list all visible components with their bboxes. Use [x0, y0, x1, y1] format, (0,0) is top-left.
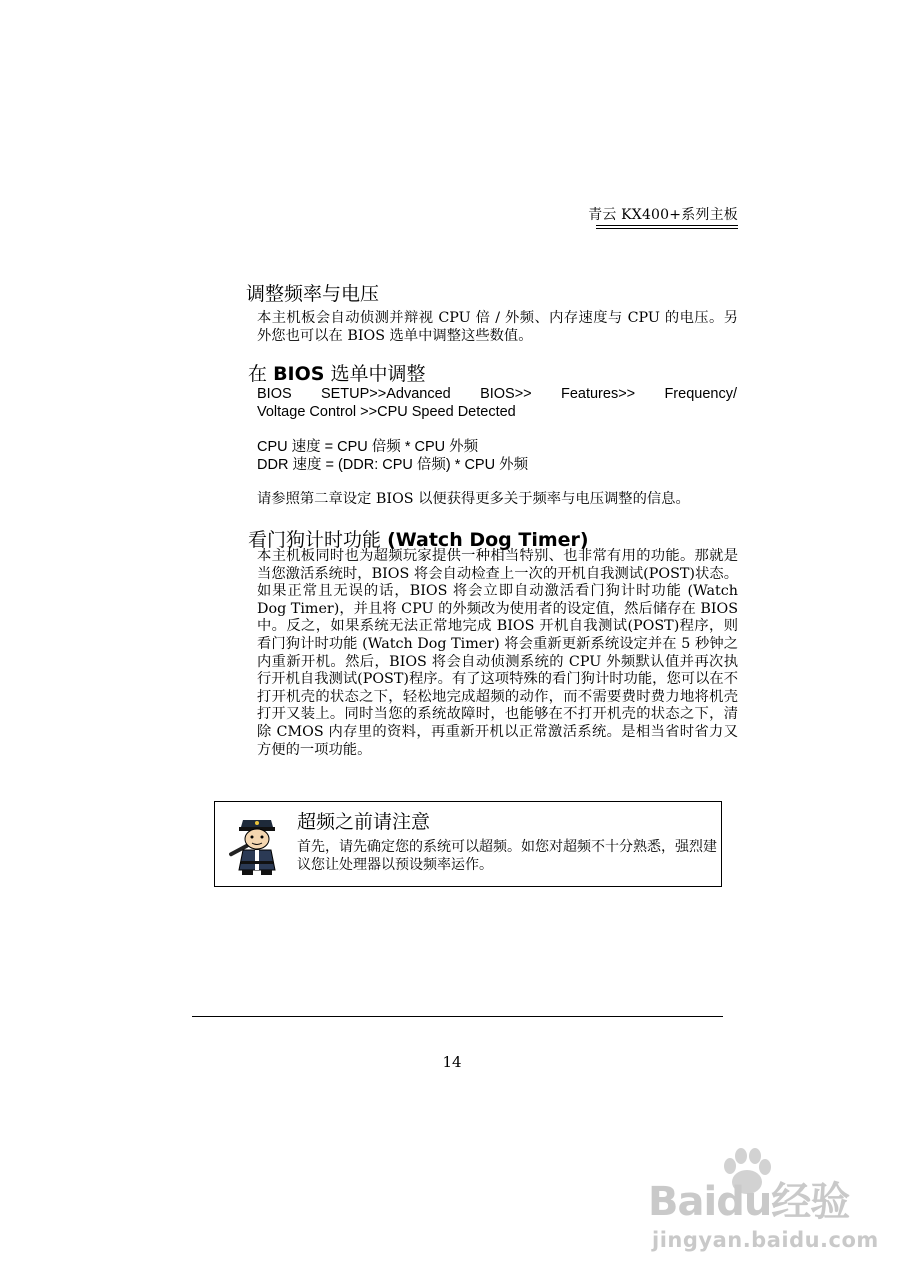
- footer-rule: [192, 1016, 723, 1017]
- section-heading-frequency-voltage: 调整频率与电压: [246, 283, 380, 305]
- refer-chapter-two: 请参照第二章设定 BIOS 以便获得更多关于频率与电压调整的信息。: [257, 491, 690, 507]
- note-title: 超频之前请注意: [297, 811, 431, 833]
- path-word: SETUP>>Advanced: [320, 386, 451, 402]
- watermark-url: jingyan.baidu.com: [652, 1228, 879, 1252]
- heading-prefix: 看门狗计时功能: [248, 529, 382, 551]
- bios-path-line-1: [257, 385, 737, 403]
- heading-bold-bios: BIOS: [273, 363, 325, 385]
- heading-suffix: 选单中调整: [330, 363, 426, 385]
- header-rule: [596, 225, 738, 226]
- path-word: Features>>: [560, 386, 636, 402]
- cpu-speed-formula: CPU 速度 = CPU 倍频 * CPU 外频: [257, 439, 479, 455]
- section-body-watchdog: 本主机板同时也为超频玩家提供一种相当特别、也非常有用的功能。那就是当您激活系统时，BIOS 将会自动检查上一次的开机自我测试(POST)状态。如果正常且无误的话，BIOS 将会立即自动激活看门狗计时功能 (Watch Dog Timer)，并且将 CPU 的外频改为使用者的设定值，然后储存在 BIOS 中。反之，如果系统无法正常地完成 BIOS 开机自我测试(POST)程序，则看门狗计时功能 (Watch Dog Timer) 将会重新更新系统设定并在 5 秒钟之内重新开机。然后，BIOS 将会自动侦测系统的 CPU 外频默认值并再次执行开机自我测试(POST)程序。有了这项特殊的看门狗计时功能，您可以在不打开机壳的状态之下，轻松地完成超频的动作，而不需要费时费力地将机壳打开又装上。同时当您的系统故障时，也能够在不打开机壳的状态之下，清除 CMOS 内存里的资料，再重新开机以正常激活系统。是相当省时省力又方便的一项功能。: [257, 548, 738, 758]
- path-word: BIOS: [257, 386, 292, 402]
- section-heading-bios-adjust: [248, 362, 426, 386]
- police-officer-icon: [226, 814, 284, 876]
- watermark-brand: Baidu经验: [648, 1179, 850, 1225]
- header-rule-double: [596, 228, 738, 229]
- running-header: 青云 KX400+系列主板: [588, 207, 738, 223]
- section-body-frequency-voltage: 本主机板会自动侦测并辩视 CPU 倍 / 外频、内存速度与 CPU 的电压。另外您也可以在 BIOS 选单中调整这些数值。: [257, 310, 738, 344]
- path-word: BIOS>>: [480, 386, 532, 402]
- heading-bold-watchdog: (Watch Dog Timer): [387, 529, 589, 551]
- page-number: 14: [442, 1053, 462, 1071]
- baidu-watermark: [648, 1148, 888, 1268]
- heading-prefix: 在: [248, 363, 268, 385]
- note-body: 首先，请先确定您的系统可以超频。如您对超频不十分熟悉，强烈建议您让处理器以预设频率运作。: [297, 839, 717, 873]
- ddr-speed-formula: DDR 速度 = (DDR: CPU 倍频) * CPU 外频: [257, 457, 529, 473]
- bios-path-line-2: Voltage Control >>CPU Speed Detected: [257, 404, 516, 420]
- path-word: Frequency/: [664, 386, 737, 402]
